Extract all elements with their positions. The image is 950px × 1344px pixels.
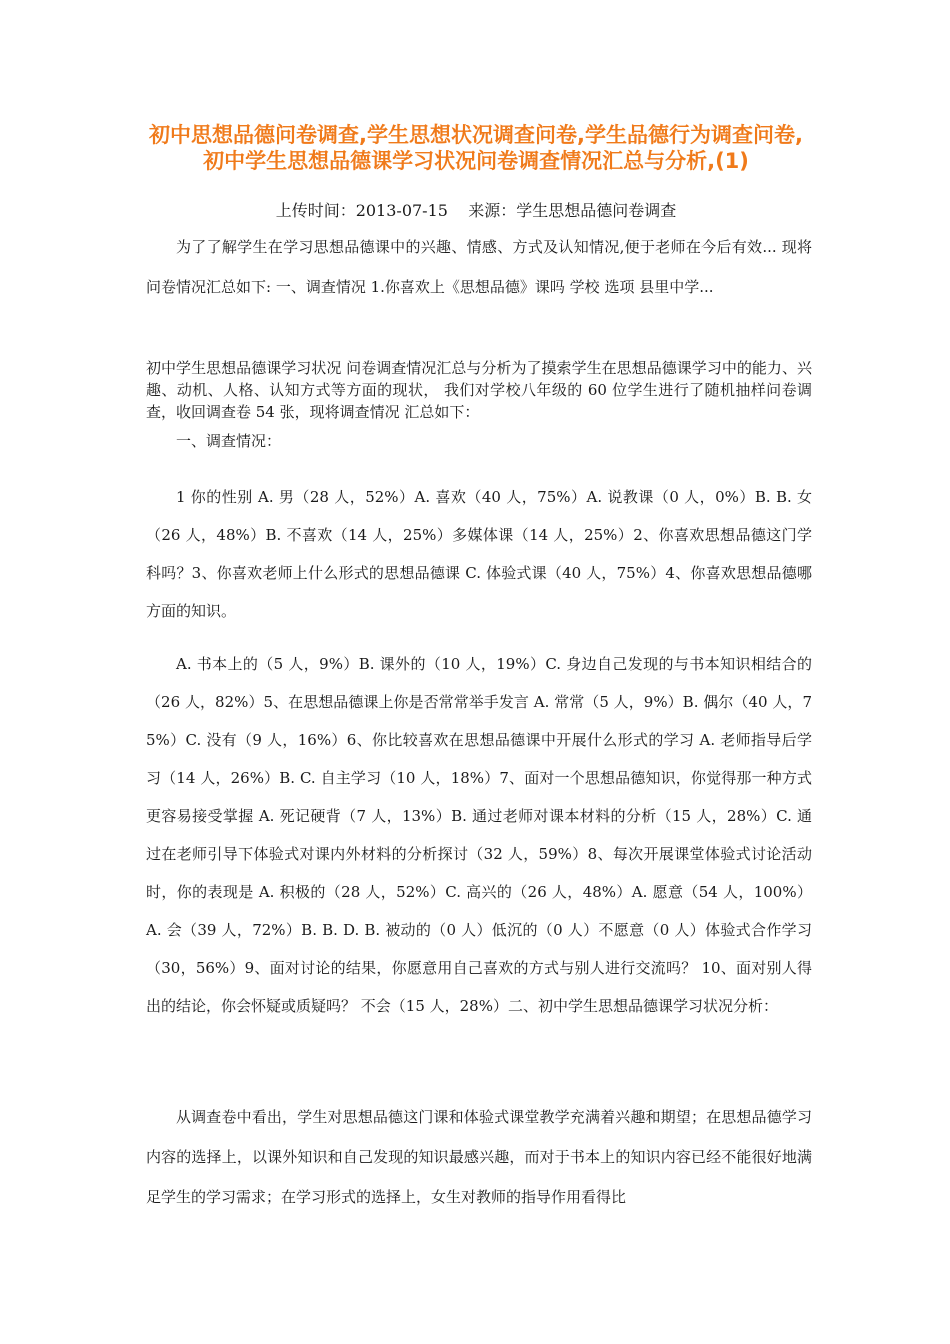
summary-paragraph: 初中学生思想品德课学习状况 问卷调查情况汇总与分析为了摸索学生在思想品德课学习中的能力、兴趣、动机、人格、认知方式等方面的现状， 我们对学校八年级的 60 位学生进行了随机抽样问卷调查，收回调查卷 54 张，现将调查情况 汇总如下： <box>146 359 812 421</box>
survey-results-paragraph-1: 1 你的性别 A. 男（28 人，52%）A. 喜欢（40 人，75%）A. 说教课（0 人，0%）B. B. 女（26 人，48%）B. 不喜欢（14 人，25%）多媒体课（14 人，25%）2、你喜欢思想品德这门学科吗？3、你喜欢老师上什么形式的思想品德课 C. 体验式课（40 人，75%）4、你喜欢思想品德哪方面的知识。 <box>146 488 812 620</box>
survey-results-paragraph-2: A. 书本上的（5 人，9%）B. 课外的（10 人，19%）C. 身边自己发现的与书本知识相结合的（26 人，82%）5、在思想品德课上你是否常常举手发言 A. 常常（5 人，9%）B. 偶尔（40 人，75%）C. 没有（9 人，16%）6、你比较喜欢在思想品德课中开展什么形式的学习 A. 老师指导后学习（14 人，26%）B. C. 自主学习（10 人，18%）7、面对一个思想品德知识，你觉得那一种方式更容易接受掌握 A. 死记硬背（7 人，13%）B. 通过老师对课本材料的分析（15 人，28%）C. 通过在老师引导下体验式对课内外材料的分析探讨（32 人，59%）8、每次开展课堂体验式讨论活动时，你的表现是 A. 积极的（28 人，52%）C. 高兴的（26 人，48%）A. 愿意（54 人，100%）A. 会（39 人，72%）B. B. D. B. 被动的（0 人）低沉的（0 人）不愿意（0 人）体验式合作学习（30，56%）9、面对讨论的结果，你愿意用自己喜欢的方式与别人进行交流吗？ 10、面对别人得出的结论，你会怀疑或质疑吗？ 不会（15 人，28%）二、初中学生思想品德课学习状况分析： <box>146 655 812 1015</box>
analysis-paragraph: 从调查卷中看出，学生对思想品德这门课和体验式课堂教学充满着兴趣和期望；在思想品德学习内容的选择上，以课外知识和自己发现的知识最感兴趣，而对于书本上的知识内容已经不能很好地满足学生的学习需求；在学习形式的选择上，女生对教师的指导作用看得比 <box>146 1108 812 1206</box>
section-heading-survey: 一、调查情况： <box>176 432 282 450</box>
intro-paragraph: 为了了解学生在学习思想品德课中的兴趣、情感、方式及认知情况,便于老师在今后有效... 现将问卷情况汇总如下: 一、调查情况 1.你喜欢上《思想品德》课吗 学校 选项 县里中学... <box>146 238 812 296</box>
article-meta: 上传时间：2013-07-15 来源：学生思想品德问卷调查 <box>275 201 677 220</box>
article-title: 初中思想品德问卷调查,学生思想状况调查问卷,学生品德行为调查问卷,初中学生思想品德课学习状况问卷调查情况汇总与分析,(1) <box>149 123 803 173</box>
